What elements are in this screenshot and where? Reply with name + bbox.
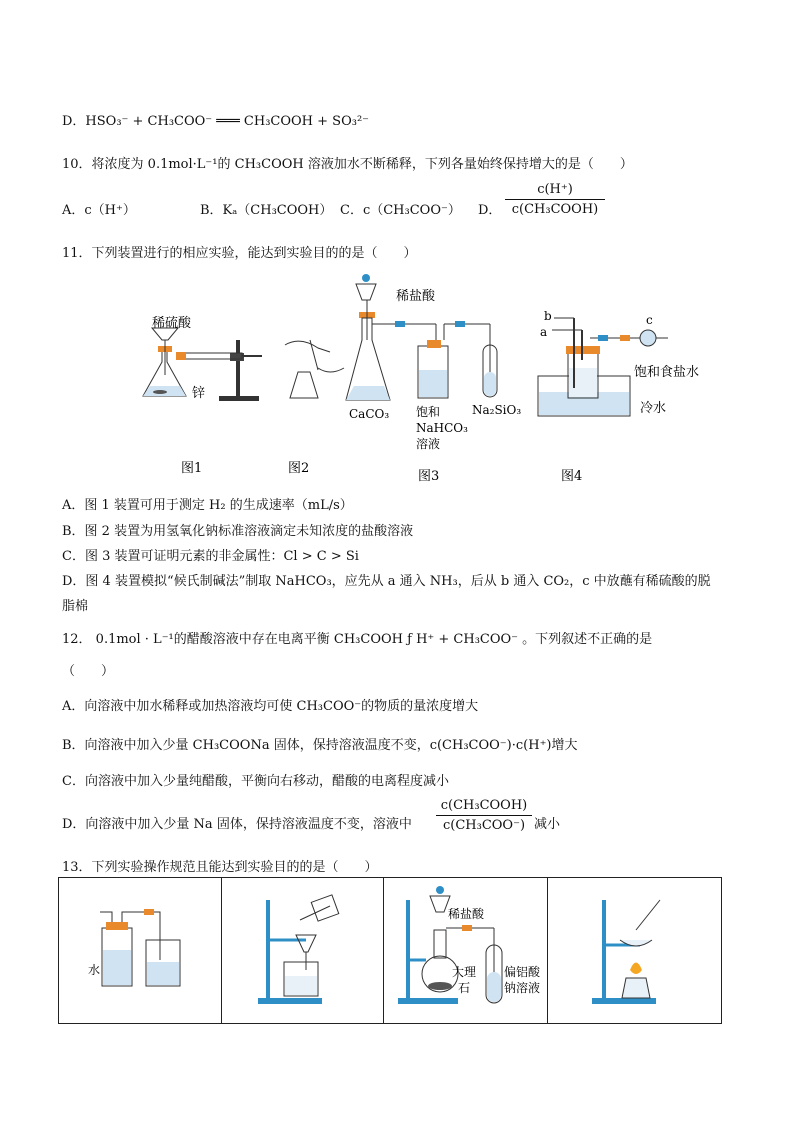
q10-option-a: A．c（H⁺）: [62, 203, 136, 218]
q10-option-c: C．c（CH₃COO⁻）: [340, 203, 461, 218]
label-saturated: 饱和: [416, 405, 441, 419]
q11-stem: 11．下列装置进行的相应实验，能达到实验目的的是（ ）: [62, 246, 417, 261]
q13-stem: 13．下列实验操作规范且能达到实验目的的是（ ）: [62, 860, 378, 875]
q10-fraction-denominator: c(CH₃COOH): [511, 202, 599, 217]
q10-option-b: B．Kₐ（CH₃COOH）: [200, 203, 333, 218]
q13-label-naalo2-1: 偏铝酸: [504, 965, 541, 979]
q13-a-apparatus: [100, 909, 180, 986]
q9-option-d: D．HSO₃⁻ + CH₃COO⁻ ═══ CH₃COOH + SO₃²⁻: [62, 114, 370, 129]
label-b: b: [544, 309, 552, 323]
label-c: c: [646, 313, 653, 327]
q13-label-dilute-hcl: 稀盐酸: [448, 907, 485, 921]
q12-option-c: C．向溶液中加入少量纯醋酸，平衡向右移动，醋酸的电离程度减小: [62, 774, 449, 789]
q13-label-naalo2-2: 钠溶液: [504, 981, 541, 995]
q12-option-d-fraction: [436, 798, 532, 833]
q11-option-c: C．图 3 装置可证明元素的非金属性：Cl > C > Si: [62, 549, 359, 564]
q13-c-apparatus: [398, 886, 502, 1004]
label-na2sio3: Na₂SiO₃: [472, 403, 522, 417]
caption-fig1: 图1: [181, 461, 203, 476]
label-dilute-hcl: 稀盐酸: [396, 289, 436, 304]
q13-label-marble-1: 大理: [452, 965, 477, 979]
label-nahco3: NaHCO₃: [416, 421, 468, 435]
q12-stem: 12． 0.1mol · L⁻¹的醋酸溶液中存在电离平衡 CH₃COOH ƒ H⁺ + CH₃COO⁻ 。下列叙述不正确的是: [62, 632, 653, 647]
q12-option-d-suffix: 减小: [534, 817, 561, 832]
q13-label-marble-2: 石: [458, 981, 471, 995]
q12-answer-paren: （ ）: [62, 664, 115, 679]
label-solution: 溶液: [416, 437, 441, 451]
q12-option-b: B．向溶液中加入少量 CH₃COONa 固体，保持溶液温度不变，c(CH₃COO⁻)·c(H⁺)增大: [62, 738, 578, 753]
q11-option-a: A．图 1 装置可用于测定 H₂ 的生成速率（mL/s）: [62, 498, 353, 513]
q13-apparatus-figures: [0, 876, 794, 1026]
q13-b-apparatus: [258, 895, 339, 1004]
figure-2-apparatus: [285, 340, 344, 398]
label-brine: 饱和食盐水: [634, 365, 700, 380]
caption-fig3: 图3: [418, 469, 440, 484]
q10-stem: 10．将浓度为 0.1mol·L⁻¹的 CH₃COOH 溶液加水不断稀释，下列各量始终保持增大的是（ ）: [62, 157, 633, 172]
q12-option-d-prefix: D．向溶液中加入少量 Na 固体，保持溶液温度不变，溶液中: [62, 817, 412, 832]
q13-d-apparatus: [592, 900, 660, 1004]
caption-fig2: 图2: [288, 461, 310, 476]
q12-fraction-numerator: c(CH₃COOH): [436, 798, 532, 816]
label-zinc: 锌: [192, 386, 206, 401]
q10-option-d-fraction: [505, 182, 605, 217]
label-a: a: [540, 325, 548, 339]
q11-option-d-line1: D．图 4 装置模拟“候氏制碱法”制取 NaHCO₃，应先从 a 通入 NH₃，后从 b 通入 CO₂，c 中放蘸有稀硫酸的脱: [62, 574, 711, 589]
label-cold-water: 冷水: [640, 401, 667, 416]
q12-option-a: A．向溶液中加水稀释或加热溶液均可使 CH₃COO⁻的物质的量浓度增大: [62, 699, 479, 714]
q12-fraction-denominator: c(CH₃COO⁻): [442, 818, 526, 833]
q10-option-d-prefix: D．: [478, 203, 502, 218]
label-caco3: CaCO₃: [349, 407, 390, 421]
q13-label-water: 水: [88, 963, 101, 977]
q11-option-b: B．图 2 装置为用氢氧化钠标准溶液滴定未知浓度的盐酸溶液: [62, 524, 414, 539]
caption-fig4: 图4: [561, 469, 583, 484]
q11-apparatus-figures: [0, 268, 794, 498]
label-dilute-h2so4: 稀硫酸: [152, 316, 192, 331]
q11-option-d-line2: 脂棉: [62, 599, 89, 614]
q10-fraction-numerator: c(H⁺): [505, 182, 605, 200]
